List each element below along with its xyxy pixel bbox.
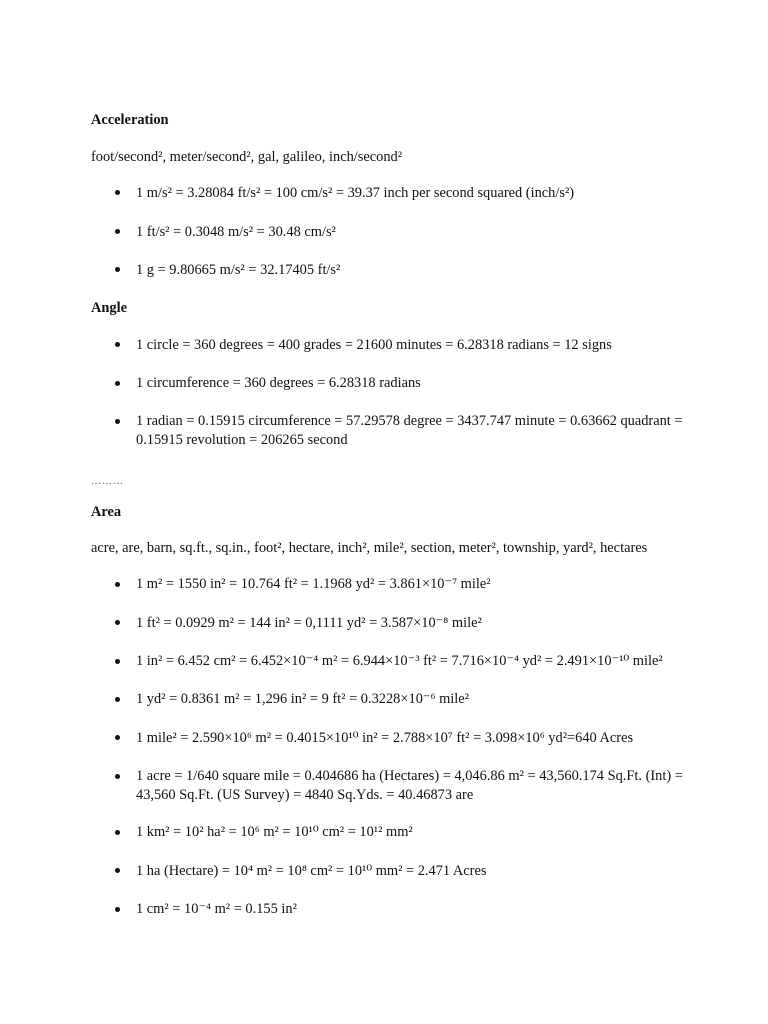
list-item: 1 ft² = 0.0929 m² = 144 in² = 0,1111 yd² = 3.587×10⁻⁸ mile² <box>136 615 482 631</box>
list-item: 1 acre = 1/640 square mile = 0.404686 ha (Hectares) = 4,046.86 m² = 43,560.174 Sq.Ft. (Int) = 43,560 Sq.Ft. (US Survey) = 4840 Sq.Yds. = 40.46873 are <box>136 768 683 803</box>
list-item: 1 km² = 10² ha² = 10⁶ m² = 10¹⁰ cm² = 10¹² mm² <box>136 824 413 840</box>
separator-dots: ……… <box>91 476 124 487</box>
list-item: 1 in² = 6.452 cm² = 6.452×10⁻⁴ m² = 6.944×10⁻³ ft² = 7.716×10⁻⁴ yd² = 2.491×10⁻¹⁰ mile² <box>136 653 663 669</box>
list-item: 1 m² = 1550 in² = 10.764 ft² = 1.1968 yd² = 3.861×10⁻⁷ mile² <box>136 576 491 592</box>
bullet <box>115 659 120 664</box>
bullet <box>115 830 120 835</box>
heading-acceleration: Acceleration <box>91 112 169 128</box>
bullet <box>115 774 120 779</box>
list-item: 1 ft/s² = 0.3048 m/s² = 30.48 cm/s² <box>136 224 336 240</box>
list-item: 1 mile² = 2.590×10⁶ m² = 0.4015×10¹⁰ in² = 2.788×10⁷ ft² = 3.098×10⁶ yd²=640 Acres <box>136 730 634 746</box>
bullet <box>115 620 120 625</box>
area-units-intro: acre, are, barn, sq.ft., sq.in., foot², hectare, inch², mile², section, meter², township, yard², hectares <box>91 540 648 556</box>
list-item: 1 ha (Hectare) = 10⁴ m² = 10⁸ cm² = 10¹⁰ mm² = 2.471 Acres <box>136 863 487 879</box>
bullet <box>115 381 120 386</box>
list-item: 1 circumference = 360 degrees = 6.28318 radians <box>136 375 421 391</box>
bullet <box>115 190 120 195</box>
acceleration-units-intro: foot/second², meter/second², gal, galileo, inch/second² <box>91 149 403 165</box>
heading-angle: Angle <box>91 300 127 316</box>
bullet <box>115 229 120 234</box>
list-item: 1 cm² = 10⁻⁴ m² = 0.155 in² <box>136 901 297 917</box>
heading-area: Area <box>91 504 122 520</box>
bullet <box>115 697 120 702</box>
list-item: 1 g = 9.80665 m/s² = 32.17405 ft/s² <box>136 262 341 278</box>
bullet <box>115 868 120 873</box>
bullet <box>115 582 120 587</box>
list-item: 1 radian = 0.15915 circumference = 57.29578 degree = 3437.747 minute = 0.63662 quadrant = 0.15915 revolution = 206265 second <box>136 413 683 448</box>
bullet <box>115 342 120 347</box>
bullet <box>115 419 120 424</box>
list-item: 1 yd² = 0.8361 m² = 1,296 in² = 9 ft² = 0.3228×10⁻⁶ mile² <box>136 691 469 707</box>
list-item: 1 circle = 360 degrees = 400 grades = 21600 minutes = 6.28318 radians = 12 signs <box>136 337 612 353</box>
bullet <box>115 267 120 272</box>
list-item: 1 m/s² = 3.28084 ft/s² = 100 cm/s² = 39.37 inch per second squared (inch/s²) <box>136 185 575 201</box>
bullet <box>115 907 120 912</box>
bullet <box>115 735 120 740</box>
